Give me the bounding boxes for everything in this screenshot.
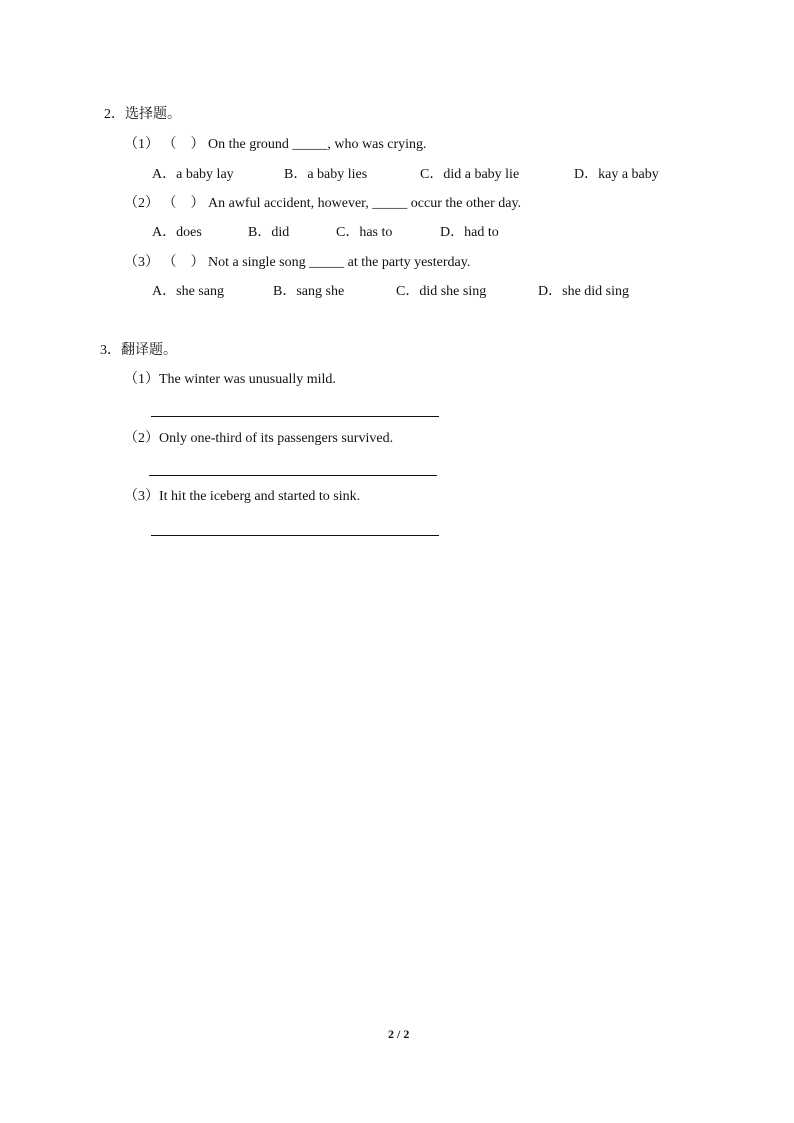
item-number: （2） [124,431,159,446]
option-d[interactable]: D．had to [440,225,499,240]
question-1 [124,138,427,152]
translation-item-2 [124,432,393,446]
item-number: （1） [124,372,159,387]
question-number: （3） [124,255,159,270]
item-text: The winter was unusually mild. [159,372,336,387]
question-text: An awful accident, however, [208,196,369,211]
question-number: （2） [124,196,159,211]
question-2 [124,197,521,211]
option-c[interactable]: C．has to [336,225,393,240]
answer-blank[interactable]: _____ [372,196,408,211]
item-text: Only one-third of its passengers survived. [159,431,394,446]
question-3 [124,256,470,270]
option-d[interactable]: D．she did sing [538,284,630,299]
answer-line[interactable] [151,535,439,536]
item-number: （3） [124,489,159,504]
option-a[interactable]: A．does [152,225,202,240]
translation-item-1 [124,373,336,387]
question-text: occur the other day. [410,196,522,211]
option-b[interactable]: B．sang she [273,284,345,299]
option-a[interactable]: A．a baby lay [152,167,234,182]
option-b[interactable]: B．did [248,225,290,240]
option-a[interactable]: A．she sang [152,284,224,299]
answer-bracket[interactable]: （ ） [162,196,205,211]
section-3-heading: 3．翻译题。 [100,343,177,358]
question-text: , who was crying. [327,137,427,152]
answer-line[interactable] [151,416,439,417]
answer-blank[interactable]: _____ [309,255,345,270]
option-c[interactable]: C．did a baby lie [420,167,520,182]
option-b[interactable]: B．a baby lies [284,167,368,182]
translation-item-3 [124,490,360,504]
question-text: at the party yesterday. [347,255,471,270]
answer-bracket[interactable]: （ ） [162,137,205,152]
option-c[interactable]: C．did she sing [396,284,487,299]
answer-line[interactable] [149,475,437,476]
page-number: 2 / 2 [388,1027,410,1041]
item-text: It hit the iceberg and started to sink. [159,489,361,504]
question-text: On the ground [208,137,289,152]
answer-blank[interactable]: _____ [292,137,328,152]
section-2-heading: 2．选择题。 [104,107,181,122]
answer-bracket[interactable]: （ ） [162,255,205,270]
question-text: Not a single song [208,255,306,270]
option-d[interactable]: D．kay a baby [574,167,659,182]
question-number: （1） [124,137,159,152]
